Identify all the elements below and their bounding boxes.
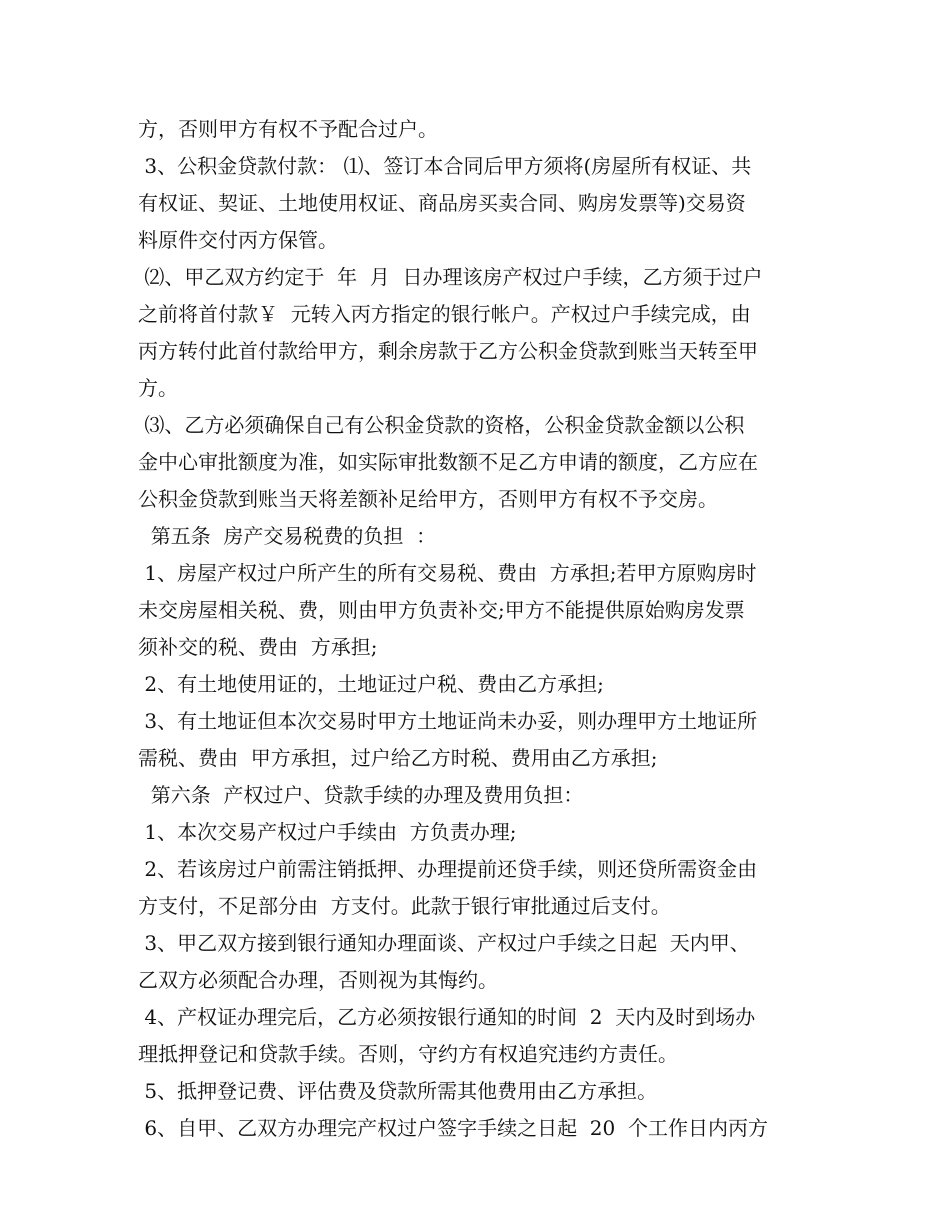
text-line: 须补交的税、费由 方承担; [138,635,378,659]
text-line: 有权证、契证、土地使用权证、商品房买卖合同、购房发票等)交易资 [138,191,746,215]
text-line: 之前将首付款￥ 元转入丙方指定的银行帐户。产权过户手续完成，由 [138,302,751,326]
text-line: 3、有土地证但本次交易时甲方土地证尚未办妥，则办理甲方土地证所 [138,709,758,733]
text-line: 乙双方必须配合办理，否则视为其悔约。 [138,968,498,992]
text-line: 方，否则甲方有权不予配合过户。 [138,117,438,141]
text-line: 2、有土地使用证的，土地证过户税、费由乙方承担; [138,672,604,696]
text-line: 5、抵押登记费、评估费及贷款所需其他费用由乙方承担。 [138,1079,658,1103]
section-heading-article-6: 第六条 产权过户、贷款手续的办理及费用负担： [138,783,584,807]
text-line: 4、产权证办理完后，乙方必须按银行通知的时间 2 天内及时到场办 [138,1005,756,1029]
text-line: 丙方转付此首付款给甲方，剩余房款于乙方公积金贷款到账当天转至甲 [138,339,758,363]
text-line: ⑶、乙方必须确保自己有公积金贷款的资格，公积金贷款金额以公积 [138,413,745,437]
text-line: 公积金贷款到账当天将差额补足给甲方，否则甲方有权不予交房。 [138,487,718,511]
section-heading-article-5: 第五条 房产交易税费的负担 ： [138,524,437,548]
text-line: 未交房屋相关税、费，则由甲方负责补交;甲方不能提供原始购房发票 [138,598,745,622]
text-line: 需税、费由 甲方承担，过户给乙方时税、费用由乙方承担; [138,746,658,770]
text-line: 方。 [138,376,178,400]
text-line: 方支付，不足部分由 方支付。此款于银行审批通过后支付。 [138,894,671,918]
text-line: 金中心审批额度为准，如实际审批数额不足乙方申请的额度，乙方应在 [138,450,758,474]
text-line: 1、本次交易产权过户手续由 方负责办理; [138,820,517,844]
text-line: 3、公积金贷款付款： ⑴、签订本合同后甲方须将(房屋所有权证、共 [138,154,752,178]
text-line: 理抵押登记和贷款手续。否则，守约方有权追究违约方责任。 [138,1042,678,1066]
text-line: 料原件交付丙方保管。 [138,228,338,252]
text-line: 6、自甲、乙双方办理完产权过户签字手续之日起 20 个工作日内丙方 [138,1116,768,1140]
text-line: 3、甲乙双方接到银行通知办理面谈、产权过户手续之日起 天内甲、 [138,931,750,955]
text-line: 1、房屋产权过户所产生的所有交易税、费由 方承担;若甲方原购房时 [138,561,757,585]
contract-text [138,111,828,1147]
text-line: 2、若该房过户前需注销抵押、办理提前还贷手续，则还贷所需资金由 [138,857,758,881]
text-line: ⑵、甲乙双方约定于 年 月 日办理该房产权过户手续，乙方须于过户 [138,265,763,289]
